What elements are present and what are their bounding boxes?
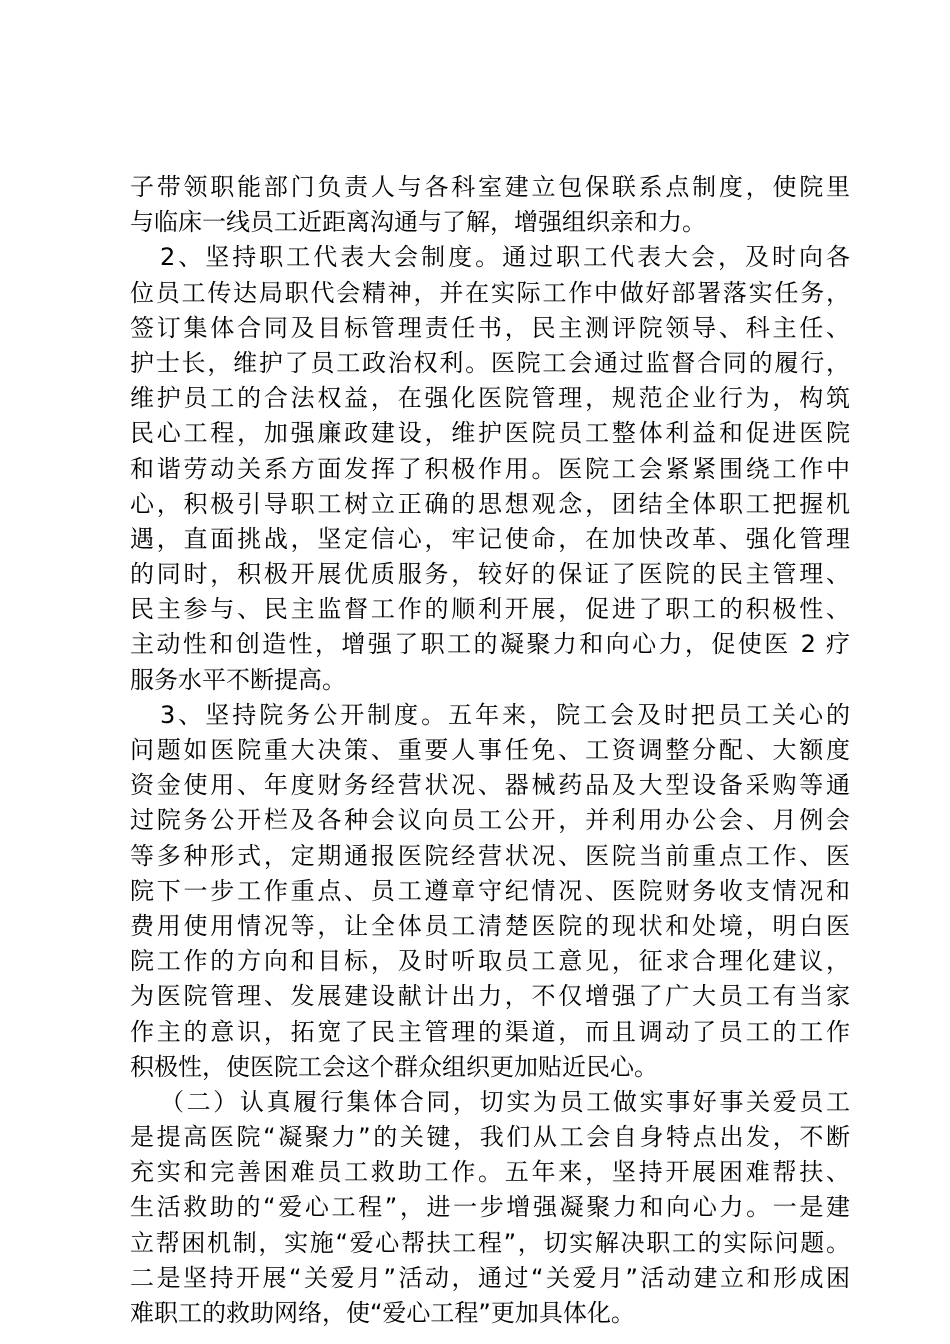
text-line: 作主的意识，拓宽了民主管理的渠道，而且调动了员工的工作 <box>130 1017 850 1046</box>
text-line: 的同时，积极开展优质服务，较好的保证了医院的民主管理、 <box>130 560 850 589</box>
text-line: 为医院管理、发展建设献计出力，不仅增强了广大员工有当家 <box>130 982 850 1011</box>
text-line: 过院务公开栏及各种会议向员工公开，并利用办公会、月例会 <box>130 806 850 835</box>
text-line: 难职工的救助网络，使“爱心工程”更加具体化。 <box>130 1299 635 1327</box>
text-line: 立帮困机制，实施“爱心帮扶工程”，切实解决职工的实际问题。 <box>130 1228 850 1257</box>
text-line: 2、坚持职工代表大会制度。通过职工代表大会，及时向各 <box>160 243 850 272</box>
text-line: 费用使用情况等，让全体员工清楚医院的现状和处境，明白医 <box>130 911 850 940</box>
text-line: 院下一步工作重点、员工遵章守纪情况、医院财务收支情况和 <box>130 876 850 905</box>
text-line: 二是坚持开展“关爱月”活动，通过“关爱月”活动建立和形成困 <box>130 1263 850 1292</box>
text-line: 位员工传达局职代会精神，并在实际工作中做好部署落实任务， <box>130 278 850 307</box>
paragraph-1 <box>130 170 850 240</box>
text-line: 积极性，使医院工会这个群众组织更加贴近民心。 <box>130 1052 658 1081</box>
document-body <box>130 170 850 1331</box>
text-line: 是提高医院“凝聚力”的关键，我们从工会自身特点出发，不断 <box>130 1123 850 1152</box>
text-line: 子带领职能部门负责人与各科室建立包保联系点制度，使院里 <box>130 173 850 201</box>
text-line: 服务水平不断提高。 <box>130 665 346 694</box>
text-line: 等多种形式，定期通报医院经营状况、医院当前重点工作、医 <box>130 841 850 870</box>
text-line: 和谐劳动关系方面发挥了积极作用。医院工会紧紧围绕工作中 <box>130 454 850 483</box>
text-line: 资金使用、年度财务经营状况、器械药品及大型设备采购等通 <box>130 771 850 800</box>
paragraph-4 <box>130 1085 850 1331</box>
text-line: 院工作的方向和目标，及时听取员工意见，征求合理化建议， <box>130 947 850 976</box>
text-line: 生活救助的“爱心工程”，进一步增强凝聚力和向心力。一是建 <box>130 1193 850 1222</box>
text-line: 签订集体合同及目标管理责任书，民主测评院领导、科主任、 <box>130 313 850 342</box>
text-line: 充实和完善困难员工救助工作。五年来，坚持开展困难帮扶、 <box>130 1158 850 1187</box>
text-line: 问题如医院重大决策、重要人事任免、工资调整分配、大额度 <box>130 736 850 764</box>
text-line: 民心工程，加强廉政建设，维护医院员工整体利益和促进医院 <box>130 419 850 448</box>
paragraph-2 <box>130 240 850 697</box>
text-line: 主动性和创造性，增强了职工的凝聚力和向心力，促使医 2 疗 <box>130 630 850 659</box>
text-line: （二）认真履行集体合同，切实为员工做实事好事关爱员工 <box>160 1087 850 1116</box>
text-line: 遇，直面挑战，坚定信心，牢记使命，在加快改革、强化管理 <box>130 524 850 553</box>
text-line: 3、坚持院务公开制度。五年来，院工会及时把员工关心的 <box>160 700 850 729</box>
text-line: 维护员工的合法权益，在强化医院管理，规范企业行为，构筑 <box>130 384 850 413</box>
text-line: 民主参与、民主监督工作的顺利开展，促进了职工的积极性、 <box>130 595 850 624</box>
text-line: 与临床一线员工近距离沟通与了解，增强组织亲和力。 <box>130 208 706 237</box>
paragraph-3 <box>130 698 850 1085</box>
text-line: 心，积极引导职工树立正确的思想观念，团结全体职工把握机 <box>130 489 850 518</box>
text-line: 护士长，维护了员工政治权利。医院工会通过监督合同的履行， <box>130 348 850 377</box>
